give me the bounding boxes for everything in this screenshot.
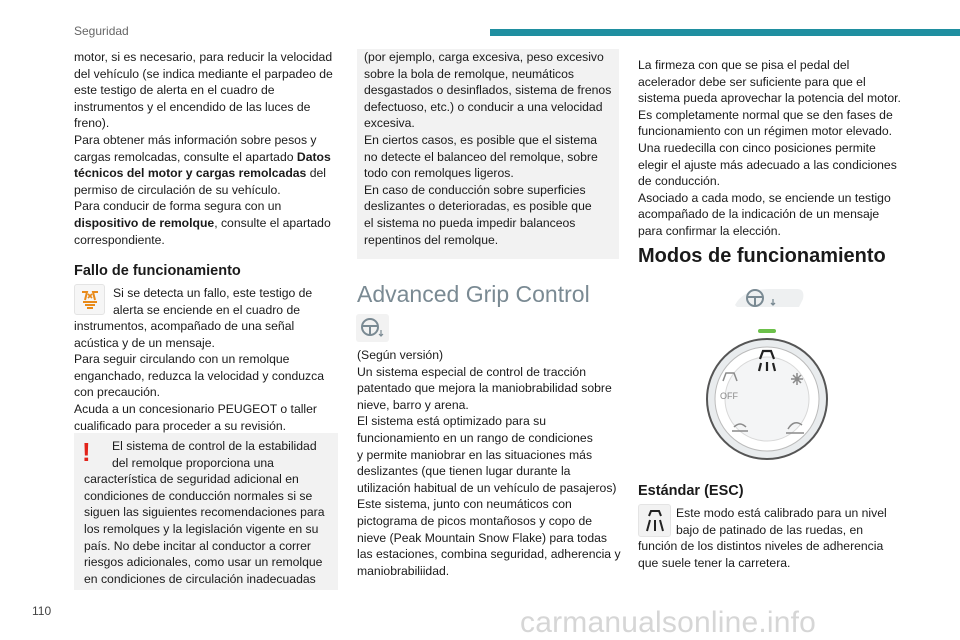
- standard-paragraph: función de los distintos niveles de adherencia que suele tener la carretera.: [638, 539, 884, 570]
- console-wheel-icon: [733, 285, 805, 311]
- warning-box: [74, 433, 338, 590]
- section-label: Seguridad: [74, 24, 129, 38]
- fault-heading: Fallo de funcionamiento: [74, 263, 241, 279]
- agc-title: Advanced Grip Control: [357, 281, 590, 307]
- dial-off-label: OFF: [720, 391, 738, 401]
- fault-paragraph: instrumentos, acompañado de una señal acústica y de un mensaje. Para seguir circulando con un remolque enganchado, reduzca la velocidad y conduzca con precaución. Acuda a un concesionario PEUGEOT o taller cualificado para proceder a su revisión.: [74, 319, 325, 433]
- fault-first-lines: Si se detecta un fallo, este testigo de alerta se enciende en el cuadro de: [113, 286, 313, 317]
- warning-box-text: El sistema de control de la estabilidad del remolque proporciona una característica de seguridad adicional en condiciones de conducción normales si se siguen las siguientes recomendaciones para los remolques y la legislación vigente en su país. No debe incitar al conductor a correr riesgos adicionales, como usar un remolque en condiciones de circulación inadecuadas: [84, 439, 325, 586]
- dial-active-indicator: [758, 329, 776, 333]
- esc-mode-icon: [638, 504, 671, 537]
- trailer-warning-lamp-icon: [74, 284, 105, 315]
- agc-paragraph: (Según versión) Un sistema especial de control de tracción patentado que mejora la maniobrabilidad sobre nieve, barro y arena. El sistema está optimizado para su funcionamiento en un rango de condiciones y permite maniobrar en las situaciones más deslizantes (que tienen lugar durante la utilización habitual de un vehículo de pasajeros) Este sistema, junto con neumáticos con pictograma de picos montañosos y copo de nieve (Peak Mountain Snow Flake) para todas las estaciones, combina seguridad, adherencia y maniobrabiliidad.: [357, 348, 621, 578]
- continued-warning-box: [357, 49, 619, 259]
- continued-warning-text: (por ejemplo, carga excesiva, peso excesivo sobre la bola de remolque, neumáticos desgastados o desinflados, sistema de frenos defectuoso, etc.) o conducir a una velocidad excesiva. En ciertos casos, es posible que el sistema no detecte el balanceo del remolque, sobre todo con remolques ligeros. En caso de conducción sobre superficies deslizantes o deterioradas, es posible que el sistema no pueda impedir balanceos repentinos del remolque.: [364, 50, 612, 247]
- page-number: 110: [32, 604, 52, 618]
- intro-paragraph: motor, si es necesario, para reducir la velocidad del vehículo (se indica mediante el parpadeo de este testigo de alerta en el cuadro de instrumentos y el encendido de las luces de freno). Para obtener más información sobre pesos y cargas remolcadas, consulte el apartado Datos técnicos del motor y cargas remolcadas del permiso de circulación de su vehículo. Para conducir de forma segura con un dispositivo de remolque, consulte el apartado correspondiente.: [74, 50, 333, 247]
- intro-paragraph-col3: La firmeza con que se pisa el pedal del acelerador debe ser suficiente para que el sistema pueda aprovechar la potencia del motor. Es completamente normal que se den fases de funcionamiento con un régimen motor elevado. Una ruedecilla con cinco posiciones permite elegir el ajuste más adecuado a las condiciones de conducción. Asociado a cada modo, se enciende un testigo acompañado de la indicación de un mensaje para confirmar la elección.: [638, 58, 901, 238]
- mode-selector-dial: [702, 327, 832, 462]
- warning-exclamation-icon: !: [82, 437, 91, 467]
- modes-heading: Modos de funcionamiento: [638, 245, 886, 267]
- watermark: carmanualsonline.info: [520, 606, 817, 639]
- standard-mode-heading: Estándar (ESC): [638, 483, 744, 499]
- standard-first-lines: Este modo está calibrado para un nivel bajo de patinado de las ruedas, en: [676, 506, 887, 537]
- section-accent-bar: [490, 29, 960, 36]
- steering-wheel-dial-icon: [356, 314, 389, 342]
